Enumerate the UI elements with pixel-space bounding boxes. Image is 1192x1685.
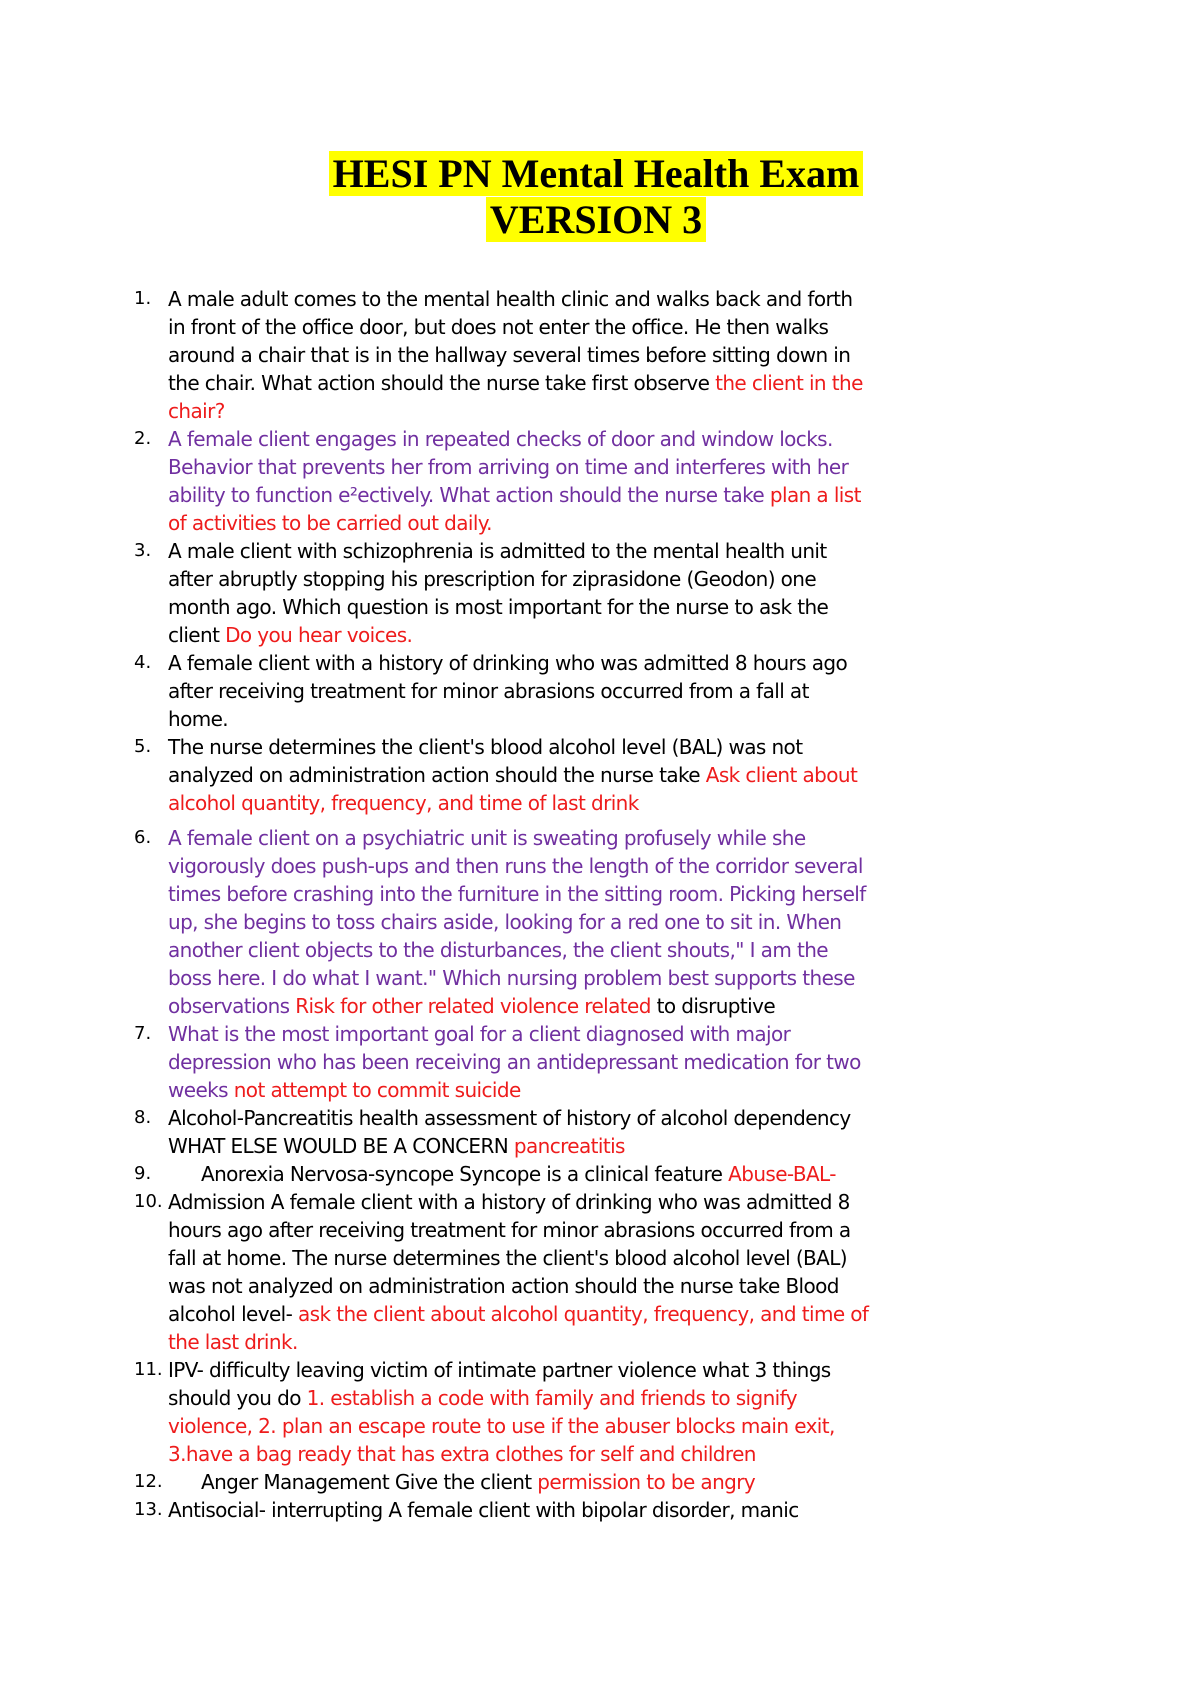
text-line bbox=[168, 880, 1192, 908]
question-text-purple: depression who has been receiving an antidepressant medication for two bbox=[168, 1050, 861, 1074]
list-item bbox=[0, 1188, 1192, 1356]
text-line bbox=[168, 1384, 1192, 1412]
question-text: client bbox=[168, 623, 226, 647]
answer-text: ask the client about alcohol quantity, frequency, and time of bbox=[298, 1302, 869, 1326]
text-line bbox=[168, 1132, 1192, 1160]
list-item bbox=[0, 733, 1192, 817]
item-number: 4. bbox=[134, 652, 152, 673]
text-line bbox=[201, 1160, 1192, 1188]
question-text-purple: observations bbox=[168, 994, 296, 1018]
question-text: around a chair that is in the hallway several times before sitting down in bbox=[168, 343, 851, 367]
item-number: 3. bbox=[134, 540, 152, 561]
text-line bbox=[168, 1496, 1192, 1524]
list-item bbox=[0, 1356, 1192, 1468]
text-line bbox=[168, 397, 1192, 425]
question-text: WHAT ELSE WOULD BE A CONCERN bbox=[168, 1134, 514, 1158]
text-line bbox=[168, 1216, 1192, 1244]
answer-text: pancreatitis bbox=[513, 1134, 625, 1158]
text-line bbox=[168, 1412, 1192, 1440]
question-text: The nurse determines the client's blood alcohol level (BAL) was not bbox=[168, 735, 803, 759]
item-number: 9. bbox=[134, 1163, 152, 1184]
text-line bbox=[168, 1188, 1192, 1216]
item-number: 1. bbox=[134, 288, 152, 309]
list-item bbox=[0, 425, 1192, 537]
text-line bbox=[168, 992, 1192, 1020]
text-line bbox=[168, 341, 1192, 369]
answer-text: violence, 2. plan an escape route to use if the abuser blocks main exit, bbox=[168, 1414, 835, 1438]
text-line bbox=[168, 481, 1192, 509]
question-text: A female client with a history of drinking who was admitted 8 hours ago bbox=[168, 651, 848, 675]
text-line bbox=[168, 621, 1192, 649]
text-line bbox=[168, 509, 1192, 537]
text-line bbox=[168, 285, 1192, 313]
text-line bbox=[168, 1356, 1192, 1384]
question-text-purple: Behavior that prevents her from arriving on time and interferes with her bbox=[168, 455, 849, 479]
text-line bbox=[168, 824, 1192, 852]
question-text: after receiving treatment for minor abrasions occurred from a fall at bbox=[168, 679, 809, 703]
text-line bbox=[168, 1300, 1192, 1328]
version-text: VERSION 3 bbox=[486, 197, 706, 242]
question-text: in front of the office door, but does not enter the office. He then walks bbox=[168, 315, 829, 339]
list-item bbox=[0, 1020, 1192, 1104]
question-text-purple: weeks bbox=[168, 1078, 234, 1102]
question-text-purple: another client objects to the disturbances, the client shouts," I am the bbox=[168, 938, 828, 962]
text-line bbox=[168, 852, 1192, 880]
question-text-purple: What is the most important goal for a client diagnosed with major bbox=[168, 1022, 791, 1046]
list-item bbox=[0, 1160, 1192, 1188]
answer-text: permission to be angry bbox=[537, 1470, 756, 1494]
question-text: the chair. What action should the nurse take first observe bbox=[168, 371, 716, 395]
text-line bbox=[168, 1104, 1192, 1132]
item-number: 12. bbox=[134, 1471, 163, 1492]
answer-text: plan a list bbox=[769, 483, 861, 507]
answer-text: not attempt to commit suicide bbox=[233, 1078, 521, 1102]
text-line bbox=[168, 453, 1192, 481]
item-number: 7. bbox=[134, 1023, 152, 1044]
text-line bbox=[168, 733, 1192, 761]
answer-text: alcohol quantity, frequency, and time of last drink bbox=[168, 791, 639, 815]
question-text: A male client with schizophrenia is admitted to the mental health unit bbox=[168, 539, 827, 563]
text-line bbox=[168, 1020, 1192, 1048]
list-item bbox=[0, 1468, 1192, 1496]
answer-text: the client in the bbox=[715, 371, 863, 395]
item-number: 8. bbox=[134, 1107, 152, 1128]
question-text: home. bbox=[168, 707, 229, 731]
question-text: Admission A female client with a history of drinking who was admitted 8 bbox=[168, 1190, 850, 1214]
question-text: should you do bbox=[168, 1386, 307, 1410]
question-text: Alcohol-Pancreatitis health assessment of history of alcohol dependency bbox=[168, 1106, 851, 1130]
question-text: IPV- difficulty leaving victim of intimate partner violence what 3 things bbox=[168, 1358, 831, 1382]
item-number: 2. bbox=[134, 428, 152, 449]
answer-text: the last drink. bbox=[168, 1330, 298, 1354]
answer-text: chair? bbox=[168, 399, 225, 423]
text-line bbox=[168, 677, 1192, 705]
text-line bbox=[168, 313, 1192, 341]
question-text-purple: A female client on a psychiatric unit is sweating profusely while she bbox=[168, 826, 806, 850]
text-line bbox=[168, 936, 1192, 964]
text-line bbox=[168, 1328, 1192, 1356]
question-text-purple: ability to function e²ectively. What action should the nurse take bbox=[168, 483, 770, 507]
question-text: Anger Management Give the client bbox=[201, 1470, 538, 1494]
item-number: 5. bbox=[134, 736, 152, 757]
question-text: analyzed on administration action should the nurse take bbox=[168, 763, 706, 787]
question-text: hours ago after receiving treatment for minor abrasions occurred from a bbox=[168, 1218, 851, 1242]
item-number: 10. bbox=[134, 1191, 163, 1212]
text-line bbox=[168, 1440, 1192, 1468]
list-item bbox=[0, 649, 1192, 733]
item-number: 6. bbox=[134, 827, 152, 848]
list-item bbox=[0, 1496, 1192, 1524]
list-item bbox=[0, 537, 1192, 649]
question-text: after abruptly stopping his prescription for ziprasidone (Geodon) one bbox=[168, 567, 817, 591]
question-list bbox=[0, 285, 1192, 1524]
question-text-purple: A female client engages in repeated checks of door and window locks. bbox=[168, 427, 833, 451]
text-line bbox=[168, 565, 1192, 593]
text-line bbox=[168, 705, 1192, 733]
text-line bbox=[168, 537, 1192, 565]
question-text: was not analyzed on administration action should the nurse take Blood bbox=[168, 1274, 839, 1298]
question-text-purple: times before crashing into the furniture in the sitting room. Picking herself bbox=[168, 882, 866, 906]
text-line bbox=[168, 908, 1192, 936]
question-text-purple: up, she begins to toss chairs aside, looking for a red one to sit in. When bbox=[168, 910, 842, 934]
item-number: 13. bbox=[134, 1499, 163, 1520]
list-item bbox=[0, 285, 1192, 425]
question-text: fall at home. The nurse determines the client's blood alcohol level (BAL) bbox=[168, 1246, 847, 1270]
answer-text: Risk for other related violence related bbox=[295, 994, 651, 1018]
text-line bbox=[168, 649, 1192, 677]
text-line bbox=[168, 964, 1192, 992]
answer-text: 1. establish a code with family and friends to signify bbox=[306, 1386, 797, 1410]
list-item bbox=[0, 824, 1192, 1020]
question-text: Anorexia Nervosa-syncope Syncope is a clinical feature bbox=[201, 1162, 729, 1186]
text-line bbox=[168, 761, 1192, 789]
question-text: alcohol level- bbox=[168, 1302, 299, 1326]
text-line bbox=[168, 1244, 1192, 1272]
question-text: A male adult comes to the mental health clinic and walks back and forth bbox=[168, 287, 853, 311]
text-line bbox=[201, 1468, 1192, 1496]
answer-text: 3.have a bag ready that has extra clothes for self and children bbox=[168, 1442, 756, 1466]
list-item bbox=[0, 1104, 1192, 1160]
text-line bbox=[168, 425, 1192, 453]
text-line bbox=[168, 369, 1192, 397]
text-line bbox=[168, 1076, 1192, 1104]
answer-text: Ask client about bbox=[705, 763, 858, 787]
text-line bbox=[168, 1272, 1192, 1300]
question-text: to disruptive bbox=[650, 994, 776, 1018]
answer-text: Abuse-BAL- bbox=[728, 1162, 836, 1186]
document-title-line2 bbox=[0, 197, 1192, 243]
text-line bbox=[168, 789, 1192, 817]
document-title-line1 bbox=[0, 151, 1192, 197]
text-line bbox=[168, 1048, 1192, 1076]
title-text: HESI PN Mental Health Exam bbox=[329, 151, 864, 196]
question-text-purple: boss here. I do what I want." Which nursing problem best supports these bbox=[168, 966, 855, 990]
question-text-purple: vigorously does push-ups and then runs the length of the corridor several bbox=[168, 854, 863, 878]
item-number: 11. bbox=[134, 1359, 163, 1380]
question-text: Antisocial- interrupting A female client with bipolar disorder, manic bbox=[168, 1498, 799, 1522]
answer-text: Do you hear voices. bbox=[225, 623, 413, 647]
answer-text: of activities to be carried out daily. bbox=[168, 511, 492, 535]
text-line bbox=[168, 593, 1192, 621]
question-text: month ago. Which question is most important for the nurse to ask the bbox=[168, 595, 829, 619]
